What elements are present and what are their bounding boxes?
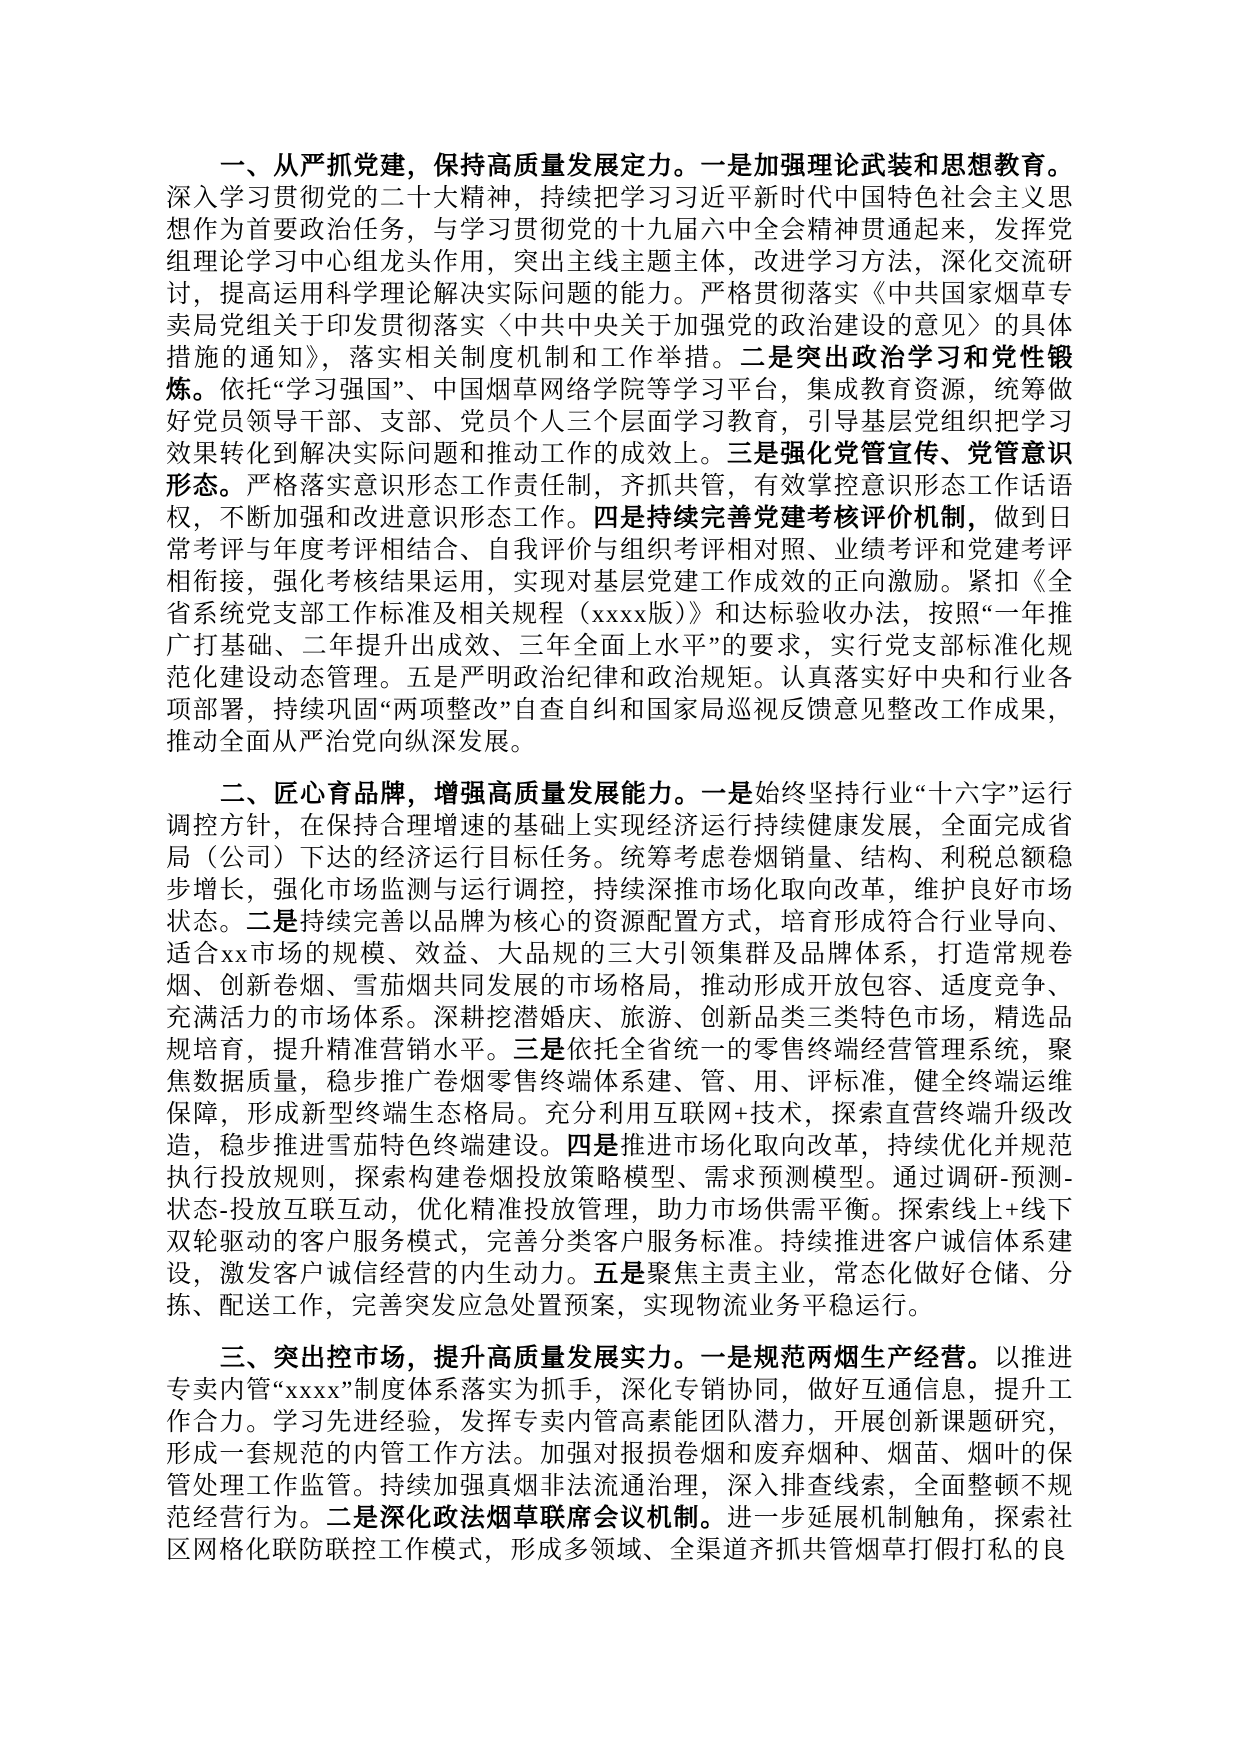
section-2-point-5-body: 聚焦主责主业，常态化做好仓储、分拣、配送工作，完善突发应急处置预案，实现物流业务平稳运行。 — [166, 1261, 1074, 1320]
section-1-point-2-lead: 二是突出政治学习和党性锻炼。 — [166, 345, 1074, 404]
document-body — [166, 151, 1074, 1567]
section-2-point-1-body: 始终坚持行业“十六字”运行调控方针，在保持合理增速的基础上实现经济运行持续健康发展，全面完成省局（公司）下达的经济运行目标任务。统筹考虑卷烟销量、结构、利税总额稳步增长，强化市场监测与运行调控，持续深推市场化取向改革，维护良好市场状态。 — [166, 781, 1074, 936]
section-1-heading: 一、从严抓党建，保持高质量发展定力。一是加强理论武装和思想教育。 — [220, 153, 1074, 180]
section-2-point-3-body: 依托全省统一的零售终端经营管理系统，聚焦数据质量，稳步推广卷烟零售终端体系建、管、用、评标准，健全终端运维保障，形成新型终端生态格局。充分利用互联网+技术，探索直营终端升级改造，稳步推进雪茄特色终端建设。 — [166, 1037, 1074, 1160]
section-1-point-4-body: 做到日常考评与年度考评相结合、自我评价与组织考评相对照、业绩考评和党建考评相衔接，强化考核结果运用，实现对基层党建工作成效的正向激励。紧扣《全省系统党支部工作标准及相关规程（xxxx版）》和达标验收办法，按照“一年推广打基础、二年提升出成效、三年全面上水平”的要求，实行党支部标准化规范化建设动态管理。五是严明政治纪律和政治规矩。认真落实好中央和行业各项部署，持续巩固“两项整改”自查自纠和国家局巡视反馈意见整改工作成果，推动全面从严治党向纵深发展。 — [166, 505, 1074, 756]
paragraph-section-3 — [166, 1343, 1074, 1567]
section-3-point-1-body: 以推进专卖内管“xxxx”制度体系落实为抓手，深化专销协同，做好互通信息，提升工作合力。学习先进经验，发挥专卖内管高素能团队潜力，开展创新课题研究，形成一套规范的内管工作方法。加强对报损卷烟和废弃烟种、烟苗、烟叶的保管处理工作监管。持续加强真烟非法流通治理，深入排查线索，全面整顿不规范经营行为。 — [166, 1345, 1074, 1532]
section-2-point-4-lead: 四是 — [566, 1133, 621, 1160]
section-2-point-3-lead: 三是 — [513, 1037, 567, 1064]
section-2-point-5-lead: 五是 — [593, 1261, 647, 1288]
section-1-point-1-body: 深入学习贯彻党的二十大精神，持续把学习习近平新时代中国特色社会主义思想作为首要政治任务，与学习贯彻党的十九届六中全会精神贯通起来，发挥党组理论学习中心组龙头作用，突出主线主题主体，改进学习方法，深化交流研讨，提高运用科学理论解决实际问题的能力。严格贯彻落实《中共国家烟草专卖局党组关于印发贯彻落实〈中共中央关于加强党的政治建设的意见〉的具体措施的通知》，落实相关制度机制和工作举措。 — [166, 185, 1074, 372]
section-1-point-3-lead: 三是强化党管宣传、党管意识形态。 — [166, 441, 1074, 500]
section-3-heading: 三、突出控市场，提升高质量发展实力。一是规范两烟生产经营。 — [220, 1345, 995, 1372]
section-1-point-4-lead: 四是持续完善党建考核评价机制， — [593, 505, 995, 532]
paragraph-section-2 — [166, 779, 1074, 1323]
section-2-point-4-body: 推进市场化取向改革，持续优化并规范执行投放规则，探索构建卷烟投放策略模型、需求预测模型。通过调研-预测-状态-投放互联互动，优化精准投放管理，助力市场供需平衡。探索线上+线下双轮驱动的客户服务模式，完善分类客户服务标准。持续推进客户诚信体系建设，激发客户诚信经营的内生动力。 — [166, 1133, 1074, 1288]
section-3-point-2-body: 进一步延展机制触角，探索社区网格化联防联控工作模式，形成多领域、全渠道齐抓共管烟草打假打私的良 — [166, 1505, 1074, 1564]
section-2-heading: 二、匠心育品牌，增强高质量发展能力。一是 — [220, 781, 755, 808]
paragraph-section-1 — [166, 151, 1074, 759]
section-3-point-2-lead: 二是深化政法烟草联席会议机制。 — [326, 1505, 727, 1532]
section-1-point-3-body: 严格落实意识形态工作责任制，齐抓共管，有效掌控意识形态工作话语权，不断加强和改进意识形态工作。 — [166, 473, 1074, 532]
section-2-point-2-lead: 二是 — [246, 909, 300, 936]
section-1-point-2-body: 依托“学习强国”、中国烟草网络学院等学习平台，集成教育资源，统筹做好党员领导干部、支部、党员个人三个层面学习教育，引导基层党组织把学习效果转化到解决实际问题和推动工作的成效上。 — [166, 377, 1074, 468]
section-2-point-2-body: 持续完善以品牌为核心的资源配置方式，培育形成符合行业导向、适合xx市场的规模、效益、大品规的三大引领集群及品牌体系，打造常规卷烟、创新卷烟、雪茄烟共同发展的市场格局，推动形成开放包容、适度竞争、充满活力的市场体系。深耕挖潜婚庆、旅游、创新品类三类特色市场，精选品规培育，提升精准营销水平。 — [166, 909, 1074, 1064]
